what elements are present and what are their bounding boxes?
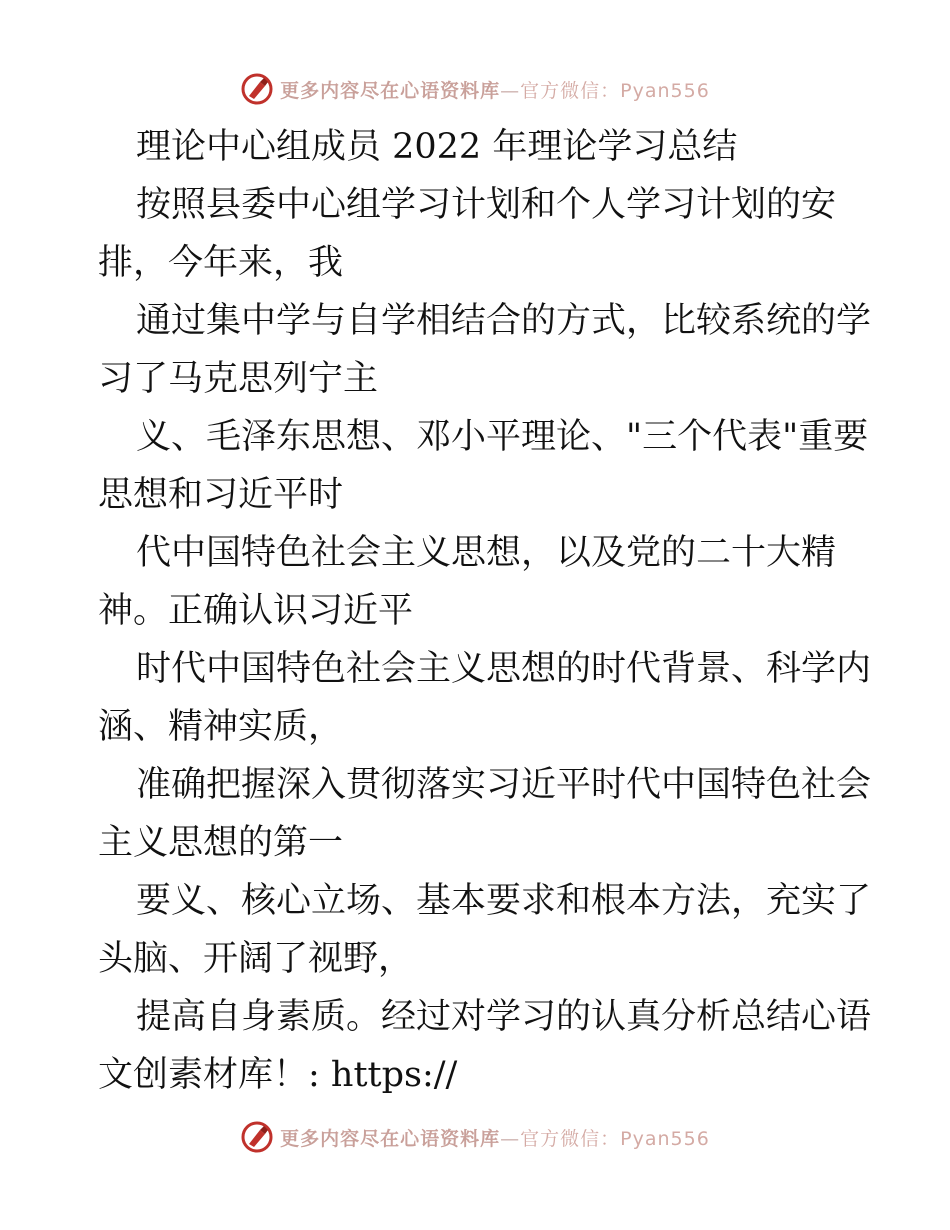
document-body xyxy=(98,118,872,1104)
paragraph-line: 要义、核心立场、基本要求和根本方法，充实了 xyxy=(136,881,872,921)
paragraph-line: 按照县委中心组学习计划和个人学习计划的安 xyxy=(136,185,837,225)
brand-logo-icon xyxy=(240,72,274,106)
header-promo xyxy=(280,76,710,103)
paragraph-line: 主义思想的第一 xyxy=(98,823,344,863)
header-banner xyxy=(0,72,950,106)
paragraph-line: 准确把握深入贯彻落实习近平时代中国特色社会 xyxy=(136,765,872,805)
document-title: 理论中心组成员 2022 年理论学习总结 xyxy=(136,127,738,167)
paragraph-line: 时代中国特色社会主义思想的时代背景、科学内 xyxy=(136,649,872,689)
paragraph-line: 思想和习近平时 xyxy=(98,475,344,515)
paragraph-line: 神。正确认识习近平 xyxy=(98,591,414,631)
paragraph-line: 排，今年来，我 xyxy=(98,243,344,283)
footer-contact: 官方微信：Pyan556 xyxy=(520,1127,710,1150)
footer-separator: — xyxy=(500,1127,521,1150)
paragraph-line: 文创素材库！: https:// xyxy=(98,1055,458,1095)
footer-banner xyxy=(0,1120,950,1154)
footer-promo xyxy=(280,1124,710,1151)
paragraph-line: 代中国特色社会主义思想，以及党的二十大精 xyxy=(136,533,837,573)
paragraph-line: 头脑、开阔了视野， xyxy=(98,939,414,979)
header-contact: 官方微信：Pyan556 xyxy=(520,79,710,102)
paragraph-line: 提高自身素质。经过对学习的认真分析总结心语 xyxy=(136,997,872,1037)
paragraph-line: 习了马克思列宁主 xyxy=(98,359,379,399)
paragraph-line: 义、毛泽东思想、邓小平理论、"三个代表"重要 xyxy=(136,417,869,457)
paragraph-line: 通过集中学与自学相结合的方式，比较系统的学 xyxy=(136,301,872,341)
header-promo-text: 更多内容尽在心语资料库 xyxy=(280,79,501,102)
paragraph-line: 涵、精神实质， xyxy=(98,707,344,747)
brand-logo-icon xyxy=(240,1120,274,1154)
header-separator: — xyxy=(500,79,521,102)
footer-promo-text: 更多内容尽在心语资料库 xyxy=(280,1127,501,1150)
